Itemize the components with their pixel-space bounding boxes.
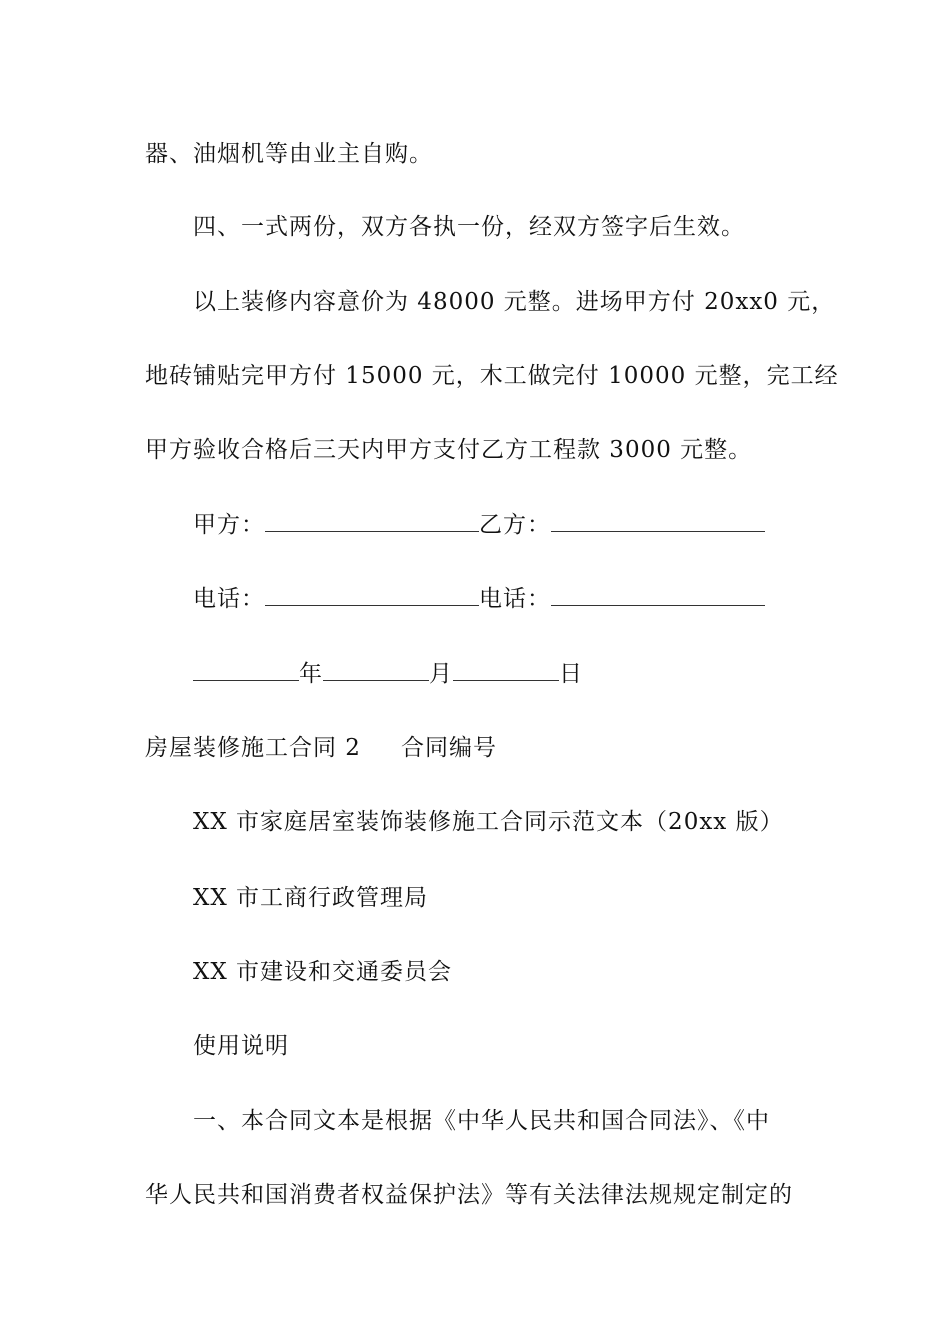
issuer-line: XX 市建设和交通委员会 xyxy=(193,959,453,985)
day-blank xyxy=(453,658,559,681)
text-line: 器、油烟机等由业主自购。 xyxy=(145,141,433,167)
text-line: 甲方验收合格后三天内甲方支付乙方工程款 3000 元整。 xyxy=(145,437,753,463)
party-a-blank xyxy=(265,509,479,532)
signature-row-phones xyxy=(0,583,950,615)
date-row xyxy=(0,658,950,690)
party-b-label: 乙方： xyxy=(479,512,551,538)
phone-a-label: 电话： xyxy=(193,586,265,612)
day-label: 日 xyxy=(559,661,583,687)
text-line: 一、本合同文本是根据《中华人民共和国合同法》、《中 xyxy=(193,1108,770,1134)
party-a-label: 甲方： xyxy=(193,512,265,538)
signature-row-parties xyxy=(0,509,950,541)
month-blank xyxy=(323,658,429,681)
text-line: 地砖铺贴完甲方付 15000 元，木工做完付 10000 元整，完工经 xyxy=(145,363,839,389)
year-label: 年 xyxy=(299,661,323,687)
year-blank xyxy=(193,658,299,681)
issuer-line: XX 市工商行政管理局 xyxy=(193,885,429,911)
party-b-blank xyxy=(551,509,765,532)
contract-title-row xyxy=(0,732,950,764)
contract-number-label: 合同编号 xyxy=(400,735,497,761)
section-heading: 使用说明 xyxy=(193,1033,289,1059)
text-line: 以上装修内容意价为 48000 元整。进场甲方付 20xx0 元， xyxy=(193,289,836,315)
contract-title: 房屋装修施工合同 2 xyxy=(145,735,361,761)
text-line: 四、一式两份，双方各执一份，经双方签字后生效。 xyxy=(193,214,745,240)
month-label: 月 xyxy=(429,661,453,687)
phone-a-blank xyxy=(265,583,479,606)
phone-b-blank xyxy=(551,583,765,606)
phone-b-label: 电话： xyxy=(479,586,551,612)
text-line: 华人民共和国消费者权益保护法》等有关法律法规规定制定的 xyxy=(145,1182,793,1208)
document-title: XX 市家庭居室装饰装修施工合同示范文本（20xx 版） xyxy=(193,809,784,835)
